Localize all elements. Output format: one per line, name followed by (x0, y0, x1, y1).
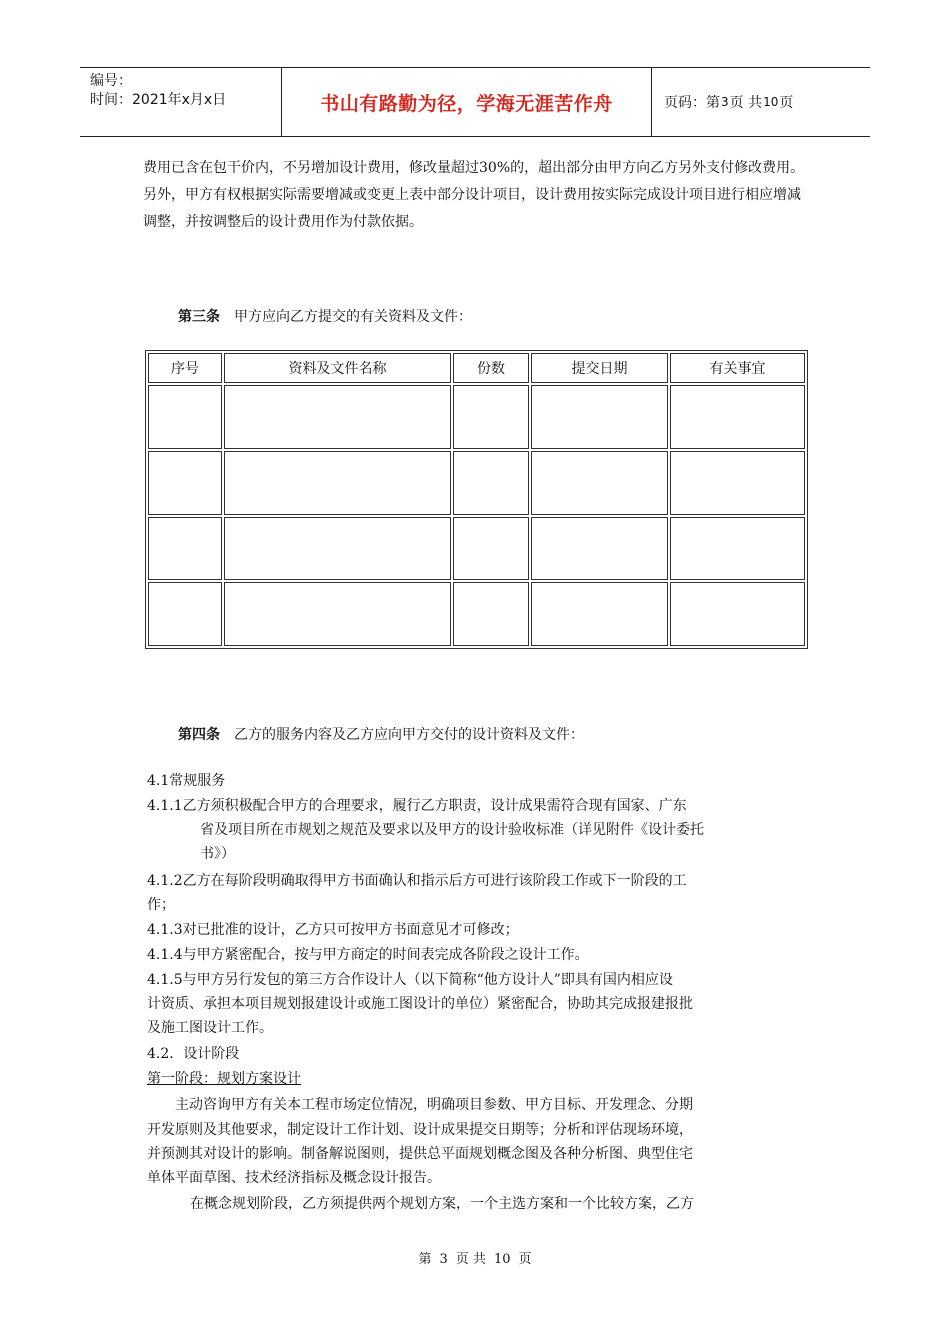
stage-1-title: 第一阶段：规划方案设计 (147, 1071, 301, 1087)
table-cell (531, 385, 668, 449)
stage-1-para1-line2: 开发原则及其他要求，制定设计工作计划、设计成果提交日期等；分析和评估现场环境， (147, 1122, 693, 1138)
article-3 (178, 306, 472, 326)
section-4-2: 4.2．设计阶段 (147, 1046, 240, 1062)
article-4-title: 第四条 (178, 727, 220, 743)
footer-suffix: 页 (518, 1252, 532, 1267)
footer-mid: 页 共 (455, 1252, 486, 1267)
col-header-index: 序号 (148, 353, 222, 383)
table-row (148, 582, 805, 646)
section-4-1-5-line1: 4.1.5与甲方另行发包的第三方合作设计人（以下简称“他方设计人”即具有国内相应设 (147, 972, 673, 988)
article-3-title: 第三条 (178, 309, 220, 325)
article-3-text: 甲方应向乙方提交的有关资料及文件： (234, 309, 472, 325)
section-4-1-4: 4.1.4与甲方紧密配合，按与甲方商定的时间表完成各阶段之设计工作。 (147, 947, 589, 963)
table-cell (224, 517, 451, 581)
table-cell (148, 582, 222, 646)
table-cell (148, 385, 222, 449)
table-cell (670, 582, 805, 646)
table-cell (224, 451, 451, 515)
table-cell (453, 582, 529, 646)
header-motto: 书山有路勤为径，学海无涯苦作舟 (282, 68, 652, 136)
table-cell (224, 582, 451, 646)
page-header (80, 67, 870, 137)
section-4-1-2-line1: 4.1.2乙方在每阶段明确取得甲方书面确认和指示后方可进行该阶段工作或下一阶段的工 (147, 873, 687, 889)
article-4 (178, 724, 584, 744)
table-cell (224, 385, 451, 449)
time-label: 时间：2021年x月x日 (90, 92, 227, 108)
table-cell (531, 517, 668, 581)
header-meta (80, 68, 282, 136)
section-4-1-5-line2: 计资质、承担本项目规划报建设计或施工图设计的单位）紧密配合，协助其完成报建报批 (147, 996, 693, 1012)
documents-table (145, 350, 808, 649)
table-header-row (148, 353, 805, 383)
article-4-text: 乙方的服务内容及乙方应向甲方交付的设计资料及文件： (234, 727, 584, 743)
col-header-date: 提交日期 (531, 353, 668, 383)
col-header-copies: 份数 (453, 353, 529, 383)
page-mid: 页 共 (729, 95, 763, 111)
section-4-1-1-line2: 省及项目所在市规划之规范及要求以及甲方的设计验收标准（详见附件《设计委托 (200, 822, 704, 838)
col-header-notes: 有关事宜 (670, 353, 805, 383)
table-cell (148, 451, 222, 515)
page-footer (0, 1248, 950, 1267)
section-4-1-3: 4.1.3对已批准的设计，乙方只可按甲方书面意见才可修改； (147, 922, 519, 938)
table-cell (531, 582, 668, 646)
section-4-1-5-line3: 及施工图设计工作。 (147, 1020, 273, 1036)
section-4-1-2-line2: 作； (147, 897, 175, 913)
footer-prefix: 第 (418, 1252, 432, 1267)
number-label: 编号： (90, 73, 132, 89)
table-row (148, 451, 805, 515)
stage-1-para1-line3: 并预测其对设计的影响。制备解说图则，提供总平面规划概念图及各种分析图、典型住宅 (147, 1146, 693, 1162)
footer-total: 10 (493, 1252, 511, 1267)
table-cell (148, 517, 222, 581)
stage-1-para1-line4: 单体平面草图、技术经济指标及概念设计报告。 (147, 1170, 441, 1186)
table-cell (670, 517, 805, 581)
section-4-1: 4.1常规服务 (147, 773, 226, 789)
header-page-number (652, 68, 870, 136)
page-suffix: 页 (779, 95, 794, 111)
table-cell (453, 385, 529, 449)
stage-1-para2: 在概念规划阶段，乙方须提供两个规划方案，一个主选方案和一个比较方案，乙方 (190, 1196, 694, 1212)
page-current: 3 (721, 95, 729, 109)
stage-1-para1-line1: 主动咨询甲方有关本工程市场定位情况，明确项目参数、甲方目标、开发理念、分期 (175, 1097, 693, 1113)
table-cell (531, 451, 668, 515)
table-cell (453, 451, 529, 515)
table-cell (453, 517, 529, 581)
col-header-name: 资料及文件名称 (224, 353, 451, 383)
footer-current: 3 (439, 1252, 448, 1267)
intro-paragraph: 费用已含在包干价内，不另增加设计费用，修改量超过30%的，超出部分由甲方向乙方另外支付修改费用。另外，甲方有权根据实际需要增减或变更上表中部分设计项目，设计费用按实际完成设计项目进行相应增减调整，并按调整后的设计费用作为付款依据。 (143, 160, 805, 230)
section-4-1-1-line3: 书》） (200, 846, 235, 862)
page-total: 10 (763, 95, 779, 109)
table-row (148, 517, 805, 581)
table-row (148, 385, 805, 449)
section-4-1-1-line1: 4.1.1乙方须积极配合甲方的合理要求，履行乙方职责，设计成果需符合现有国家、广东 (147, 798, 687, 814)
page-prefix: 页码：第 (664, 95, 720, 111)
table-cell (670, 451, 805, 515)
table-cell (670, 385, 805, 449)
